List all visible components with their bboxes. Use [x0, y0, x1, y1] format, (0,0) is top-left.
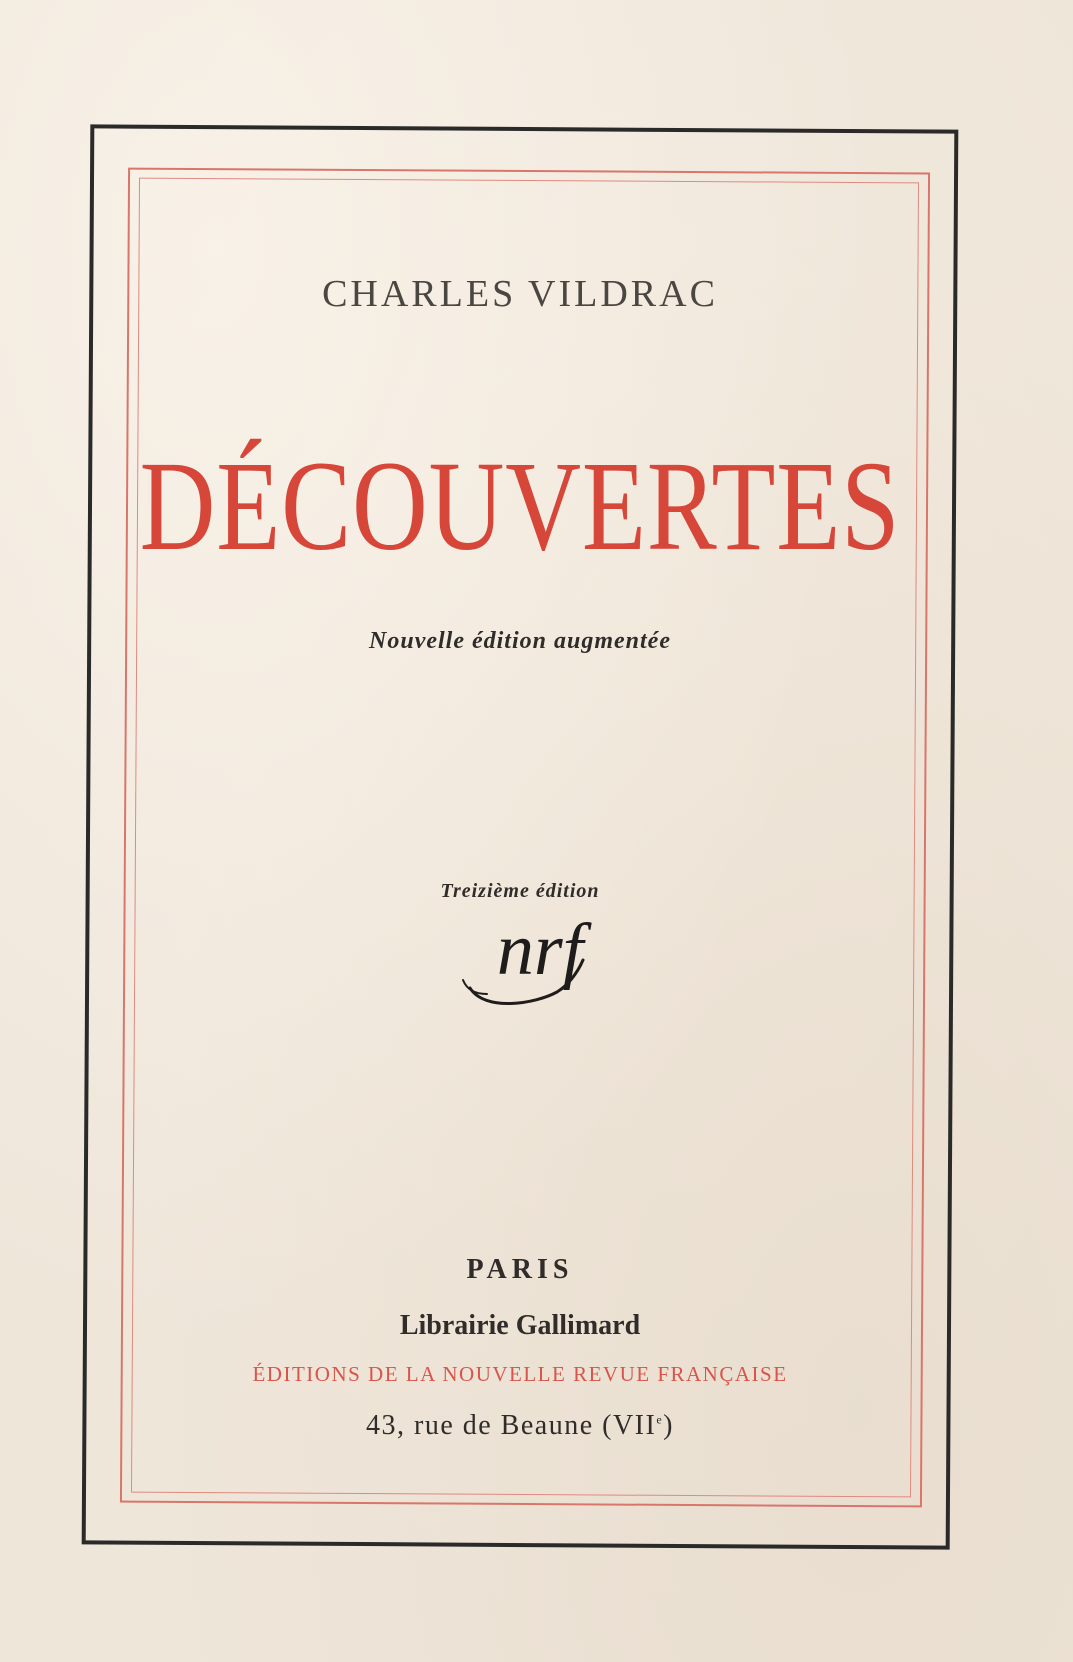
subtitle: Nouvelle édition augmentée: [369, 628, 671, 654]
address-close: ): [663, 1410, 674, 1441]
publication-city: PARIS: [466, 1254, 574, 1285]
imprint-line: ÉDITIONS DE LA NOUVELLE REVUE FRANÇAISE: [252, 1362, 788, 1386]
edition-label: Treizième édition: [440, 880, 600, 902]
address-superscript: e: [656, 1412, 664, 1427]
book-title: DÉCOUVERTES: [139, 435, 901, 577]
publisher-name: Librairie Gallimard: [399, 1310, 641, 1341]
nrf-logo-text: nrf: [496, 909, 584, 991]
publisher-address: [0, 1410, 1040, 1442]
nrf-logo: [445, 900, 635, 1020]
address-text: 43, rue de Beaune (VII: [366, 1410, 657, 1441]
red-rule-frame-inner: [131, 178, 919, 1498]
nrf-logo-swash-icon: [445, 900, 635, 1020]
author-name: CHARLES VILDRAC: [322, 273, 718, 315]
